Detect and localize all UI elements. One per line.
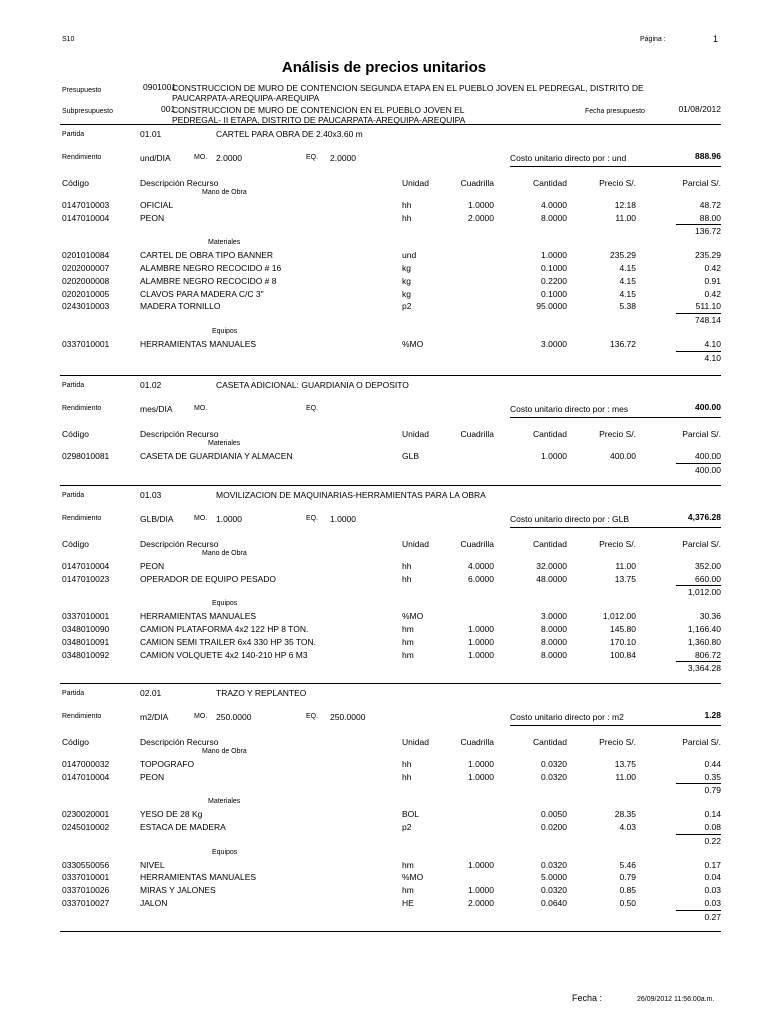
subtotal-rule	[676, 351, 721, 352]
row-descripcion: ESTACA DE MADERA	[140, 822, 226, 832]
mo-label: MO.	[194, 154, 208, 161]
partida-separator	[60, 683, 721, 684]
subpresupuesto-description	[172, 105, 532, 125]
row-parcial: 1,360.80	[687, 636, 721, 647]
row-parcial: 352.00	[695, 560, 721, 571]
row-descripcion: NIVEL	[140, 859, 165, 870]
row-descripcion: JALON	[140, 898, 168, 908]
subpresupuesto-code: 001	[161, 104, 176, 114]
row-descripcion: PEON	[140, 212, 165, 223]
partida-label: Partida	[62, 690, 85, 697]
column-header-unidad: Unidad	[402, 429, 429, 439]
row-cuadrilla: 1.0000	[468, 758, 494, 769]
eq-label: EQ.	[306, 405, 319, 412]
row-codigo: 0337010027	[62, 898, 110, 908]
row-codigo: 0147010004	[62, 771, 110, 782]
column-header-cuadrilla: Cuadrilla	[460, 737, 494, 747]
row-unidad: kg	[402, 288, 411, 299]
subpresupuesto-description-line2: PEDREGAL- II ETAPA, DISTRITO DE PAUCARPATA-AREQUIPA-AREQUIPA	[172, 115, 466, 125]
costo-unitario-value: 4,376.28	[687, 512, 721, 522]
row-unidad: %MO	[402, 872, 424, 883]
subtotal-rule	[676, 463, 721, 464]
app-id: S10	[62, 36, 75, 43]
row-descripcion: CASETA DE GUARDIANIA Y ALMACEN	[140, 450, 293, 461]
row-descripcion: PEON	[140, 771, 165, 782]
mo-label: MO.	[194, 405, 208, 412]
row-precio: 4.15	[619, 275, 636, 286]
row-descripcion: CAMION SEMI TRAILER 6x4 330 HP 35 TON.	[140, 636, 317, 647]
partida-name: CASETA ADICIONAL: GUARDIANIA O DEPOSITO	[216, 380, 409, 390]
column-header-cantidad: Cantidad	[532, 539, 567, 549]
partida-label: Partida	[62, 492, 85, 499]
costo-unitario-value: 400.00	[695, 402, 721, 412]
costo-unitario-value: 1.28	[704, 710, 721, 720]
partida-separator	[60, 375, 721, 376]
costo-underline	[510, 527, 721, 528]
costo-unitario-label: Costo unitario directo por : GLB	[510, 514, 630, 524]
row-descripcion: YESO DE 28 Kg	[140, 809, 203, 820]
row-unidad: hm	[402, 624, 414, 634]
row-descripcion: OFICIAL	[140, 199, 174, 210]
row-cuadrilla: 4.0000	[468, 560, 494, 571]
row-unidad: und	[402, 250, 417, 261]
row-codigo: 0202000008	[62, 275, 110, 286]
row-parcial: 0.91	[704, 275, 721, 286]
row-precio: 28.35	[614, 809, 636, 820]
row-parcial: 400.00	[695, 450, 721, 461]
row-descripcion: HERRAMIENTAS MANUALES	[140, 339, 257, 349]
presupuesto-description	[172, 83, 721, 103]
subtotal-rule	[676, 783, 721, 784]
column-header-precio: Precio S/.	[599, 737, 636, 747]
row-codigo: 0348010091	[62, 636, 110, 647]
row-codigo: 0202010005	[62, 288, 110, 299]
costo-unitario-label: Costo unitario directo por : mes	[510, 404, 629, 414]
subtotal-materiales: 0.22	[704, 835, 721, 846]
row-cuadrilla: 1.0000	[468, 649, 494, 660]
column-header-cuadrilla: Cuadrilla	[460, 429, 494, 439]
row-cantidad: 0.0640	[541, 898, 567, 908]
row-descripcion: PEON	[140, 560, 165, 571]
rendimiento-label: Rendimiento	[62, 154, 102, 161]
subtotal-mano-de-obra: 136.72	[695, 226, 721, 237]
column-header-cantidad: Cantidad	[532, 429, 567, 439]
costo-underline	[510, 166, 721, 167]
row-descripcion: ALAMBRE NEGRO RECOCIDO # 8	[140, 275, 277, 286]
column-header-unidad: Unidad	[402, 737, 429, 747]
row-cantidad: 0.0200	[541, 822, 567, 832]
row-unidad: hh	[402, 560, 412, 571]
footer-date-label: Fecha :	[572, 993, 603, 1003]
column-header-cantidad: Cantidad	[532, 737, 567, 747]
row-cantidad: 0.0320	[541, 859, 567, 870]
row-cantidad: 8.0000	[541, 624, 567, 634]
row-parcial: 0.42	[704, 288, 721, 299]
row-unidad: hh	[402, 771, 412, 782]
costo-unitario-label: Costo unitario directo por : m2	[510, 712, 624, 722]
row-cantidad: 8.0000	[541, 212, 567, 223]
row-precio: 11.00	[615, 560, 636, 571]
column-header-parcial: Parcial S/.	[682, 737, 721, 747]
row-precio: 11.00	[615, 771, 636, 782]
row-unidad: hm	[402, 636, 414, 647]
row-parcial: 0.03	[704, 898, 721, 908]
subtotal-equipos: 4.10	[704, 352, 721, 363]
group-label-equipos: Equipos	[212, 600, 238, 608]
row-precio: 12.18	[614, 199, 636, 210]
rendimiento-label: Rendimiento	[62, 515, 102, 522]
presupuesto-label: Presupuesto	[62, 87, 102, 94]
row-precio: 0.79	[619, 872, 636, 883]
row-cantidad: 0.1000	[541, 263, 567, 273]
mo-value: 2.0000	[216, 153, 242, 163]
row-descripcion: MIRAS Y JALONES	[140, 885, 216, 896]
eq-label: EQ.	[306, 515, 319, 522]
row-codigo: 0348010092	[62, 649, 110, 660]
mo-label: MO.	[194, 713, 208, 720]
row-codigo: 0348010090	[62, 624, 110, 634]
page-title: Análisis de precios unitarios	[281, 59, 487, 76]
fecha-presupuesto-label: Fecha presupuesto	[585, 108, 645, 115]
row-descripcion: CAMION VOLQUETE 4x2 140-210 HP 6 M3	[140, 649, 308, 660]
row-precio: 170.10	[610, 636, 636, 647]
row-cantidad: 0.0050	[541, 809, 567, 820]
row-parcial: 511.10	[695, 301, 721, 312]
row-parcial: 0.35	[704, 771, 721, 782]
row-precio: 11.00	[615, 212, 636, 223]
row-precio: 100.84	[610, 649, 636, 660]
row-cuadrilla: 2.0000	[468, 212, 494, 223]
row-precio: 13.75	[614, 573, 636, 584]
row-cantidad: 48.0000	[536, 573, 567, 584]
subtotal-mano-de-obra: 0.79	[704, 785, 721, 796]
row-descripcion: TOPOGRAFO	[140, 758, 195, 769]
row-parcial: 235.29	[695, 250, 721, 261]
row-unidad: hm	[402, 885, 414, 896]
eq-label: EQ.	[306, 713, 319, 720]
costo-unitario-value: 888.96	[695, 151, 721, 161]
row-codigo: 0245010002	[62, 822, 110, 832]
mo-value: 250.0000	[216, 712, 252, 722]
row-precio: 4.15	[619, 288, 636, 299]
row-precio: 0.50	[619, 898, 636, 908]
rendimiento-unit: m2/DIA	[140, 712, 169, 722]
group-label-materiales: Materiales	[208, 798, 241, 806]
eq-value: 2.0000	[330, 153, 356, 163]
partida-code: 02.01	[140, 688, 162, 698]
row-unidad: hh	[402, 199, 412, 210]
row-cantidad: 1.0000	[541, 250, 567, 261]
column-header-precio: Precio S/.	[599, 178, 636, 188]
mo-value: 1.0000	[216, 514, 242, 524]
column-header-cuadrilla: Cuadrilla	[460, 178, 494, 188]
fecha-presupuesto-value: 01/08/2012	[678, 104, 721, 114]
row-codigo: 0147010004	[62, 560, 110, 571]
row-cuadrilla: 1.0000	[468, 199, 494, 210]
row-cantidad: 0.0320	[541, 885, 567, 896]
group-label-mano-de-obra: Mano de Obra	[202, 189, 247, 196]
subpresupuesto-description-line1: CONSTRUCCION DE MURO DE CONTENCION EN EL PUEBLO JOVEN EL	[172, 105, 465, 115]
column-header-cantidad: Cantidad	[532, 178, 567, 188]
row-codigo: 0243010003	[62, 301, 110, 312]
row-unidad: hh	[402, 573, 412, 584]
column-header-parcial: Parcial S/.	[682, 178, 721, 188]
row-unidad: hm	[402, 649, 414, 660]
row-cantidad: 3.0000	[541, 339, 567, 349]
row-cantidad: 5.0000	[541, 872, 567, 883]
eq-value: 250.0000	[330, 712, 366, 722]
row-precio: 1,012.00	[602, 611, 636, 622]
presupuesto-description-line1: CONSTRUCCION DE MURO DE CONTENCION SEGUNDA ETAPA EN EL PUEBLO JOVEN EL PEDREGAL, DISTRITO DE	[172, 83, 644, 93]
row-unidad: hm	[402, 859, 414, 870]
partida-code: 01.03	[140, 490, 162, 500]
column-header-descripcion: Descripción Recurso	[140, 737, 219, 747]
presupuesto-description-line2: PAUCARPATA-AREQUIPA-AREQUIPA	[172, 93, 320, 103]
partida-separator	[60, 124, 721, 125]
column-header-descripcion: Descripción Recurso	[140, 429, 219, 439]
column-header-codigo: Código	[62, 429, 89, 439]
row-descripcion: HERRAMIENTAS MANUALES	[140, 872, 257, 883]
row-cuadrilla: 1.0000	[468, 771, 494, 782]
row-parcial: 0.04	[704, 872, 721, 883]
column-header-descripcion: Descripción Recurso	[140, 539, 219, 549]
mo-label: MO.	[194, 515, 208, 522]
column-header-codigo: Código	[62, 737, 89, 747]
row-cantidad: 0.1000	[541, 288, 567, 299]
row-precio: 5.46	[619, 859, 636, 870]
row-cantidad: 8.0000	[541, 636, 567, 647]
row-parcial: 0.14	[704, 809, 721, 820]
subtotal-rule	[676, 585, 721, 586]
row-codigo: 0147010003	[62, 199, 110, 210]
group-label-equipos: Equipos	[212, 328, 238, 336]
row-cuadrilla: 6.0000	[468, 573, 494, 584]
costo-unitario-label: Costo unitario directo por : und	[510, 153, 627, 163]
partida-separator	[60, 485, 721, 486]
row-cantidad: 95.0000	[536, 301, 567, 312]
row-cantidad: 0.0320	[541, 771, 567, 782]
subtotal-rule	[676, 834, 721, 835]
subpresupuesto-label: Subpresupuesto	[62, 108, 113, 115]
row-precio: 5.38	[619, 301, 636, 312]
row-parcial: 88.00	[699, 212, 721, 223]
row-codigo: 0337010001	[62, 339, 110, 349]
partida-name: MOVILIZACION DE MAQUINARIAS-HERRAMIENTAS PARA LA OBRA	[216, 490, 486, 500]
rendimiento-label: Rendimiento	[62, 405, 102, 412]
row-unidad: kg	[402, 263, 411, 273]
rendimiento-unit: mes/DIA	[140, 404, 173, 414]
subtotal-rule	[676, 661, 721, 662]
row-cuadrilla: 1.0000	[468, 859, 494, 870]
row-descripcion: MADERA TORNILLO	[140, 301, 221, 312]
row-codigo: 0202000007	[62, 263, 110, 273]
row-cantidad: 3.0000	[541, 611, 567, 622]
row-precio: 235.29	[610, 250, 636, 261]
row-unidad: p2	[402, 822, 412, 832]
row-cuadrilla: 1.0000	[468, 885, 494, 896]
column-header-parcial: Parcial S/.	[682, 429, 721, 439]
row-codigo: 0147000032	[62, 758, 110, 769]
subtotal-equipos: 0.27	[704, 911, 721, 922]
row-unidad: BOL	[402, 809, 420, 820]
column-header-parcial: Parcial S/.	[682, 539, 721, 549]
row-unidad: kg	[402, 275, 411, 286]
row-parcial: 0.08	[704, 822, 721, 832]
row-cantidad: 0.0320	[541, 758, 567, 769]
row-precio: 13.75	[614, 758, 636, 769]
row-unidad: %MO	[402, 611, 424, 622]
column-header-codigo: Código	[62, 178, 89, 188]
column-header-cuadrilla: Cuadrilla	[460, 539, 494, 549]
group-label-materiales: Materiales	[208, 239, 241, 247]
subtotal-rule	[676, 313, 721, 314]
subtotal-materiales: 400.00	[695, 464, 721, 475]
column-header-unidad: Unidad	[402, 178, 429, 188]
group-label-materiales: Materiales	[208, 440, 241, 447]
row-cuadrilla: 1.0000	[468, 636, 494, 647]
group-label-mano-de-obra: Mano de Obra	[202, 550, 247, 557]
row-parcial: 0.03	[704, 885, 721, 896]
row-unidad: p2	[402, 301, 412, 312]
row-parcial: 1,166.40	[687, 624, 721, 634]
subtotal-mano-de-obra: 1,012.00	[687, 587, 721, 598]
partida-label: Partida	[62, 131, 85, 138]
subtotal-rule	[676, 224, 721, 225]
row-codigo: 0330550056	[62, 859, 110, 870]
rendimiento-unit: GLB/DIA	[140, 514, 174, 524]
eq-label: EQ.	[306, 154, 319, 161]
subtotal-equipos: 3,364.28	[687, 663, 721, 674]
page-number: 1	[713, 34, 719, 44]
row-unidad: hh	[402, 758, 412, 769]
row-unidad: GLB	[402, 450, 420, 461]
row-unidad: HE	[402, 898, 414, 908]
row-precio: 4.03	[619, 822, 636, 832]
row-descripcion: CLAVOS PARA MADERA C/C 3"	[140, 288, 264, 299]
row-codigo: 0201010084	[62, 250, 110, 261]
costo-underline	[510, 417, 721, 418]
presupuesto-code: 0901001	[143, 82, 177, 92]
eq-value: 1.0000	[330, 514, 356, 524]
subtotal-materiales: 748.14	[695, 315, 721, 326]
row-cantidad: 32.0000	[536, 560, 567, 571]
row-parcial: 0.42	[704, 263, 721, 273]
column-header-precio: Precio S/.	[599, 539, 636, 549]
column-header-precio: Precio S/.	[599, 429, 636, 439]
rendimiento-label: Rendimiento	[62, 713, 102, 720]
row-codigo: 0230020001	[62, 809, 110, 820]
row-parcial: 4.10	[704, 339, 721, 349]
group-label-mano-de-obra: Mano de Obra	[202, 748, 247, 755]
subtotal-rule	[676, 910, 721, 911]
row-codigo: 0147010023	[62, 573, 110, 584]
row-cantidad: 8.0000	[541, 649, 567, 660]
rendimiento-unit: und/DIA	[140, 153, 171, 163]
row-precio: 400.00	[610, 450, 636, 461]
partida-code: 01.02	[140, 380, 162, 390]
row-precio: 0.85	[619, 885, 636, 896]
row-descripcion: OPERADOR DE EQUIPO PESADO	[140, 573, 277, 584]
row-descripcion: ALAMBRE NEGRO RECOCIDO # 16	[140, 263, 282, 273]
row-codigo: 0337010026	[62, 885, 110, 896]
row-parcial: 48.72	[699, 199, 721, 210]
row-codigo: 0337010001	[62, 872, 110, 883]
row-cantidad: 4.0000	[541, 199, 567, 210]
row-descripcion: CAMION PLATAFORMA 4x2 122 HP 8 TON.	[140, 624, 309, 634]
row-unidad: %MO	[402, 339, 424, 349]
partida-name: TRAZO Y REPLANTEO	[216, 688, 307, 698]
group-label-equipos: Equipos	[212, 848, 238, 856]
row-cuadrilla: 2.0000	[468, 898, 494, 908]
end-separator	[60, 931, 721, 932]
row-descripcion: CARTEL DE OBRA TIPO BANNER	[140, 250, 274, 261]
row-parcial: 0.44	[704, 758, 721, 769]
costo-underline	[510, 725, 721, 726]
row-cantidad: 0.2200	[541, 275, 567, 286]
footer-date-value: 26/09/2012 11:56:00a.m.	[637, 996, 715, 1003]
column-header-unidad: Unidad	[402, 539, 429, 549]
row-codigo: 0147010004	[62, 212, 110, 223]
row-cuadrilla: 1.0000	[468, 624, 494, 634]
column-header-codigo: Código	[62, 539, 89, 549]
partida-name: CARTEL PARA OBRA DE 2.40x3.60 m	[216, 129, 363, 139]
column-header-descripcion: Descripción Recurso	[140, 178, 219, 188]
row-parcial: 0.17	[704, 859, 721, 870]
row-codigo: 0298010081	[62, 450, 110, 461]
partida-code: 01.01	[140, 129, 162, 139]
row-parcial: 30.36	[699, 611, 721, 622]
row-precio: 136.72	[610, 339, 636, 349]
row-codigo: 0337010001	[62, 611, 110, 622]
row-parcial: 806.72	[695, 649, 721, 660]
row-precio: 145.80	[610, 624, 636, 634]
row-parcial: 660.00	[695, 573, 721, 584]
row-unidad: hh	[402, 212, 412, 223]
row-descripcion: HERRAMIENTAS MANUALES	[140, 611, 257, 622]
row-precio: 4.15	[619, 263, 636, 273]
partida-label: Partida	[62, 382, 85, 389]
row-cantidad: 1.0000	[541, 450, 567, 461]
page-label: Página :	[640, 36, 666, 43]
